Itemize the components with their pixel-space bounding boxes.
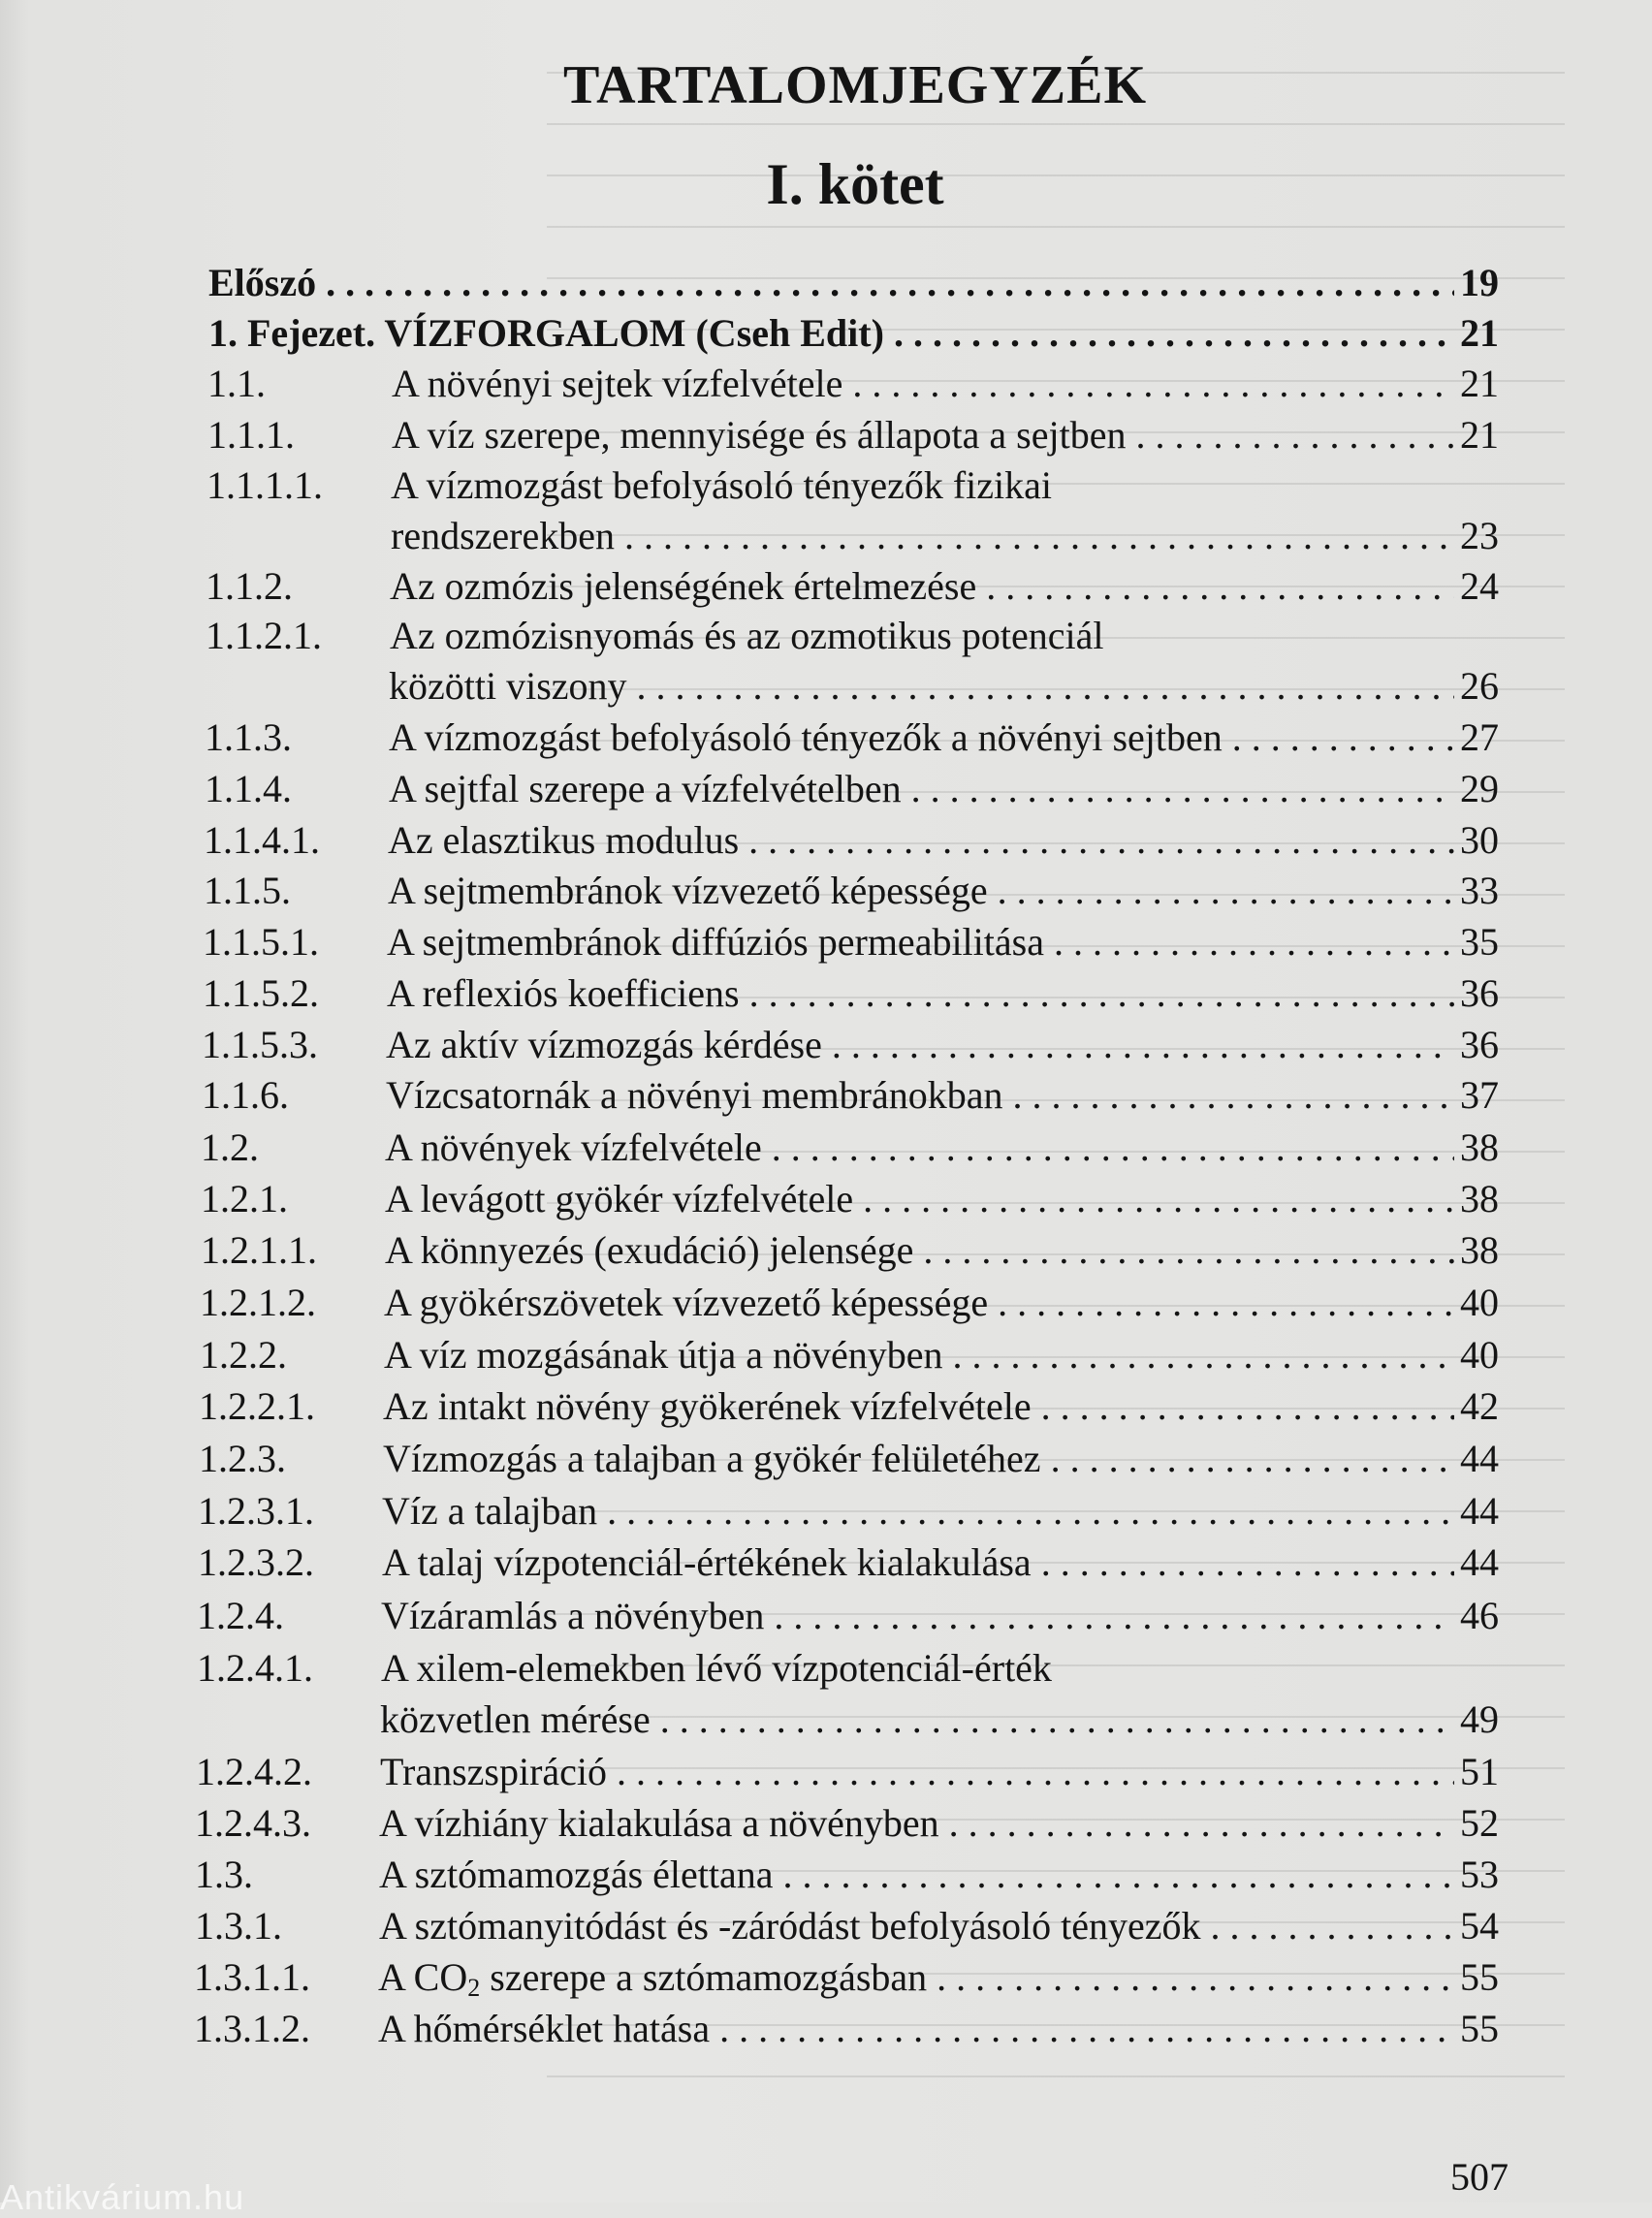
toc-entry-page: 40 <box>1460 1281 1499 1324</box>
toc-leader-dots <box>624 513 1454 559</box>
toc-entry <box>196 1749 1499 1795</box>
toc-entry-page: 29 <box>1460 767 1499 810</box>
toc-leader-dots <box>1012 1072 1454 1119</box>
toc-heading-entry <box>208 260 1499 306</box>
toc-entry <box>205 766 1499 812</box>
toc-entry-page: 44 <box>1460 1540 1499 1584</box>
toc-entry <box>194 2006 1499 2052</box>
toc-entry <box>207 412 1499 459</box>
toc-entry-page: 36 <box>1460 971 1499 1015</box>
toc-leader-dots <box>1051 1436 1454 1482</box>
toc-heading-entry <box>208 310 1499 357</box>
page-number: 507 <box>1450 2155 1509 2199</box>
toc-leader-dots <box>617 1749 1454 1795</box>
toc-leader-dots <box>949 1800 1454 1847</box>
toc-entry-page: 36 <box>1460 1023 1499 1066</box>
toc-entry-page: 26 <box>1460 664 1499 708</box>
toc-entry-number: 1.2.3.1. <box>198 1489 314 1533</box>
toc-entry-title: A víz szerepe, mennyisége és állapota a sejtben <box>392 413 1127 457</box>
toc-entry-number: 1.1.5.2. <box>203 971 319 1015</box>
toc-entry-page: 44 <box>1460 1489 1499 1533</box>
toc-entry <box>200 1332 1499 1378</box>
toc-entry-number: 1.3. <box>195 1853 253 1896</box>
toc-entry-number: 1.2.4.1. <box>197 1646 313 1690</box>
toc-leader-dots <box>923 1227 1454 1274</box>
toc-leader-dots <box>1041 1539 1454 1586</box>
toc-leader-dots <box>911 766 1454 812</box>
toc-leader-dots <box>607 1488 1454 1535</box>
toc-entry-title-continuation: közötti viszony <box>389 664 627 708</box>
toc-entry <box>202 1022 1499 1068</box>
toc-entry-title-part: szerepe a sztómamozgásban <box>480 1955 928 1999</box>
toc-entry <box>203 919 1499 966</box>
toc-entry <box>205 714 1499 761</box>
toc-entry-number: 1.2.2.1. <box>199 1384 315 1428</box>
toc-entry <box>199 1383 1499 1430</box>
toc-entry-title: A vízhiány kialakulása a növényben <box>379 1801 939 1845</box>
toc-entry <box>197 1645 1499 1692</box>
volume-title: I. kötet <box>766 152 944 216</box>
toc-entry-title: A könnyezés (exudáció) jelensége <box>385 1228 914 1272</box>
toc-entry-title: A sejtfal szerepe a vízfelvételben <box>389 767 902 810</box>
toc-leader-dots <box>783 1852 1454 1898</box>
toc-entry-number: 1.1.1. <box>207 413 295 457</box>
toc-leader-dots <box>1232 714 1454 761</box>
toc-entry-title: A talaj vízpotenciál-értékének kialakulása <box>382 1540 1032 1584</box>
toc-leader-dots <box>832 1022 1454 1068</box>
toc-entry <box>200 1280 1499 1326</box>
toc-entry-title: 1. Fejezet. VÍZFORGALOM (Cseh Edit) <box>208 311 884 355</box>
toc-entry-page: 53 <box>1460 1853 1499 1896</box>
toc-entry-title: A növényi sejtek vízfelvétele <box>392 362 843 405</box>
toc-entry-number: 1.1. <box>207 362 266 405</box>
toc-entry-continuation <box>389 663 1499 710</box>
toc-entry-title: A sejtmembránok diffúziós permeabilitása <box>387 920 1044 964</box>
toc-entry-title: A sztómanyitódást és -záródást befolyásoló tényezők <box>379 1904 1201 1948</box>
toc-leader-dots <box>998 868 1454 914</box>
toc-entry-title-continuation: közvetlen mérése <box>380 1697 651 1741</box>
toc-entry-continuation <box>391 513 1499 559</box>
toc-entry-page: 37 <box>1460 1073 1499 1117</box>
toc-entry <box>202 1072 1499 1119</box>
toc-entry-title <box>378 1954 927 2001</box>
toc-entry <box>207 361 1499 407</box>
toc-leader-dots <box>952 1332 1454 1378</box>
toc-entry-title-subscript: 2 <box>467 1974 481 2002</box>
toc-entry-title: Vízáramlás a növényben <box>381 1594 765 1637</box>
toc-entry-number: 1.1.2.1. <box>206 614 322 657</box>
toc-entry <box>203 970 1499 1017</box>
toc-entry-title: Az aktív vízmozgás kérdése <box>386 1023 822 1066</box>
toc-entry-title: Vízcsatornák a növényi membránokban <box>386 1073 1003 1117</box>
toc-entry-page: 44 <box>1460 1437 1499 1480</box>
toc-entry-title-continuation: rendszerekben <box>391 514 615 557</box>
toc-entry-title: A levágott gyökér vízfelvétele <box>385 1177 854 1220</box>
toc-leader-dots <box>1135 412 1454 459</box>
toc-leader-dots <box>719 2006 1454 2052</box>
toc-entry-number: 1.3.1.2. <box>194 2007 310 2050</box>
toc-leader-dots <box>986 563 1454 610</box>
toc-leader-dots <box>998 1280 1454 1326</box>
toc-entry <box>201 1227 1499 1274</box>
toc-entry-title: A vízmozgást befolyásoló tényezők a növényi sejtben <box>389 715 1223 759</box>
toc-leader-dots <box>637 663 1454 710</box>
toc-entry-page: 38 <box>1460 1177 1499 1220</box>
toc-entry-page: 55 <box>1460 2007 1499 2050</box>
toc-entry <box>195 1800 1499 1847</box>
toc-entry-title: A reflexiós koefficiens <box>387 971 740 1015</box>
toc-entry-page: 21 <box>1460 362 1499 405</box>
watermark: Antikvárium.hu <box>0 2177 245 2217</box>
toc-leader-dots <box>748 817 1454 864</box>
toc-leader-dots <box>660 1696 1454 1743</box>
toc-entry <box>206 563 1499 610</box>
toc-entry-number: 1.2.4.2. <box>196 1750 312 1793</box>
toc-entry-page: 33 <box>1460 869 1499 912</box>
toc-entry-title: Transzspiráció <box>380 1750 608 1793</box>
toc-entry-page: 51 <box>1460 1750 1499 1793</box>
toc-entry-number: 1.1.3. <box>205 715 292 759</box>
toc-entry-title: A növények vízfelvétele <box>385 1125 762 1169</box>
toc-entry-number: 1.1.4.1. <box>204 818 320 862</box>
toc-entry-page: 38 <box>1460 1228 1499 1272</box>
toc-entry-page: 21 <box>1460 311 1499 355</box>
toc-leader-dots <box>937 1954 1454 2001</box>
toc-entry-number: 1.2.1. <box>201 1177 288 1220</box>
toc-leader-dots <box>863 1176 1454 1222</box>
toc-leader-dots <box>1041 1383 1454 1430</box>
toc-entry-number: 1.2. <box>201 1125 259 1169</box>
toc-entry-page: 40 <box>1460 1333 1499 1377</box>
toc-entry-number: 1.3.1. <box>195 1904 282 1948</box>
page-title: TARTALOMJEGYZÉK <box>562 55 1148 115</box>
toc-leader-dots <box>1211 1903 1454 1949</box>
toc-entry-title: A sejtmembránok vízvezető képessége <box>388 869 988 912</box>
toc-entry <box>197 1593 1499 1639</box>
toc-entry <box>198 1539 1499 1586</box>
toc-entry <box>206 462 1499 509</box>
toc-entry <box>201 1176 1499 1222</box>
toc-entry <box>195 1852 1499 1898</box>
toc-leader-dots <box>749 970 1454 1017</box>
toc-entry-number: 1.1.5. <box>204 869 291 912</box>
toc-entry-number: 1.2.3.2. <box>198 1540 314 1584</box>
toc-entry-page: 49 <box>1460 1697 1499 1741</box>
toc-entry-number: 1.2.4. <box>197 1594 284 1637</box>
toc-entry-number: 1.2.1.2. <box>200 1281 316 1324</box>
toc-entry-number: 1.1.4. <box>205 767 292 810</box>
toc-entry-page: 21 <box>1460 413 1499 457</box>
toc-entry-number: 1.2.3. <box>199 1437 286 1480</box>
toc-entry-title: A víz mozgásának útja a növényben <box>384 1333 943 1377</box>
toc-entry-title: Az elasztikus modulus <box>388 818 740 862</box>
toc-entry-title: A gyökérszövetek vízvezető képessége <box>384 1281 989 1324</box>
toc-entry-number: 1.2.2. <box>200 1333 287 1377</box>
toc-entry-title: A xilem-elemekben lévő vízpotenciál-érték <box>381 1646 1052 1690</box>
toc-leader-dots <box>772 1125 1454 1171</box>
toc-entry-number: 1.1.5.1. <box>203 920 319 964</box>
toc-entry-page: 24 <box>1460 564 1499 608</box>
toc-entry-page: 27 <box>1460 715 1499 759</box>
toc-entry-title: Előszó <box>208 261 317 304</box>
toc-entry-page: 23 <box>1460 514 1499 557</box>
toc-entry-title: Víz a talajban <box>382 1489 598 1533</box>
toc-entry-title: A hőmérséklet hatása <box>378 2007 711 2050</box>
toc-entry-title: Vízmozgás a talajban a gyökér felületéhez <box>383 1437 1041 1480</box>
toc-entry-page: 30 <box>1460 818 1499 862</box>
toc-entry-page: 38 <box>1460 1125 1499 1169</box>
toc-entry-page: 55 <box>1460 1955 1499 1999</box>
toc-entry-number: 1.2.4.3. <box>195 1801 311 1845</box>
toc-entry <box>201 1125 1499 1171</box>
toc-entry <box>198 1488 1499 1535</box>
toc-entry-number: 1.2.1.1. <box>201 1228 317 1272</box>
toc-entry-number: 1.1.2. <box>206 564 293 608</box>
toc-entry-number: 1.1.1.1. <box>206 463 323 507</box>
toc-entry-continuation <box>380 1696 1499 1743</box>
toc-leader-dots <box>894 310 1454 357</box>
toc-entry-number: 1.1.6. <box>202 1073 289 1117</box>
toc-entry <box>206 613 1499 659</box>
toc-entry-page: 52 <box>1460 1801 1499 1845</box>
toc-entry <box>195 1903 1499 1949</box>
toc-entry-title: Az ozmózis jelenségének értelmezése <box>390 564 977 608</box>
toc-leader-dots <box>326 260 1454 306</box>
toc-entry <box>194 1954 1499 2001</box>
toc-entry-number: 1.1.5.3. <box>202 1023 318 1066</box>
toc-entry-number: 1.3.1.1. <box>194 1955 310 1999</box>
toc-entry-page: 19 <box>1460 261 1499 304</box>
toc-entry <box>204 817 1499 864</box>
toc-entry-page: 42 <box>1460 1384 1499 1428</box>
toc-leader-dots <box>1054 919 1454 966</box>
toc-leader-dots <box>852 361 1454 407</box>
toc-leader-dots <box>774 1593 1454 1639</box>
toc-entry-title: A vízmozgást befolyásoló tényezők fizikai <box>391 463 1053 507</box>
toc-entry-title: A sztómamozgás élettana <box>379 1853 774 1896</box>
toc-entry-page: 54 <box>1460 1904 1499 1948</box>
toc-entry-page: 46 <box>1460 1594 1499 1637</box>
toc-entry-title: Az intakt növény gyökerének vízfelvétele <box>383 1384 1032 1428</box>
toc-entry <box>199 1436 1499 1482</box>
toc-entry-title-part: A CO <box>378 1955 468 1999</box>
toc-entry-page: 35 <box>1460 920 1499 964</box>
toc-entry-title: Az ozmózisnyomás és az ozmotikus potenciál <box>390 614 1104 657</box>
toc-entry <box>204 868 1499 914</box>
